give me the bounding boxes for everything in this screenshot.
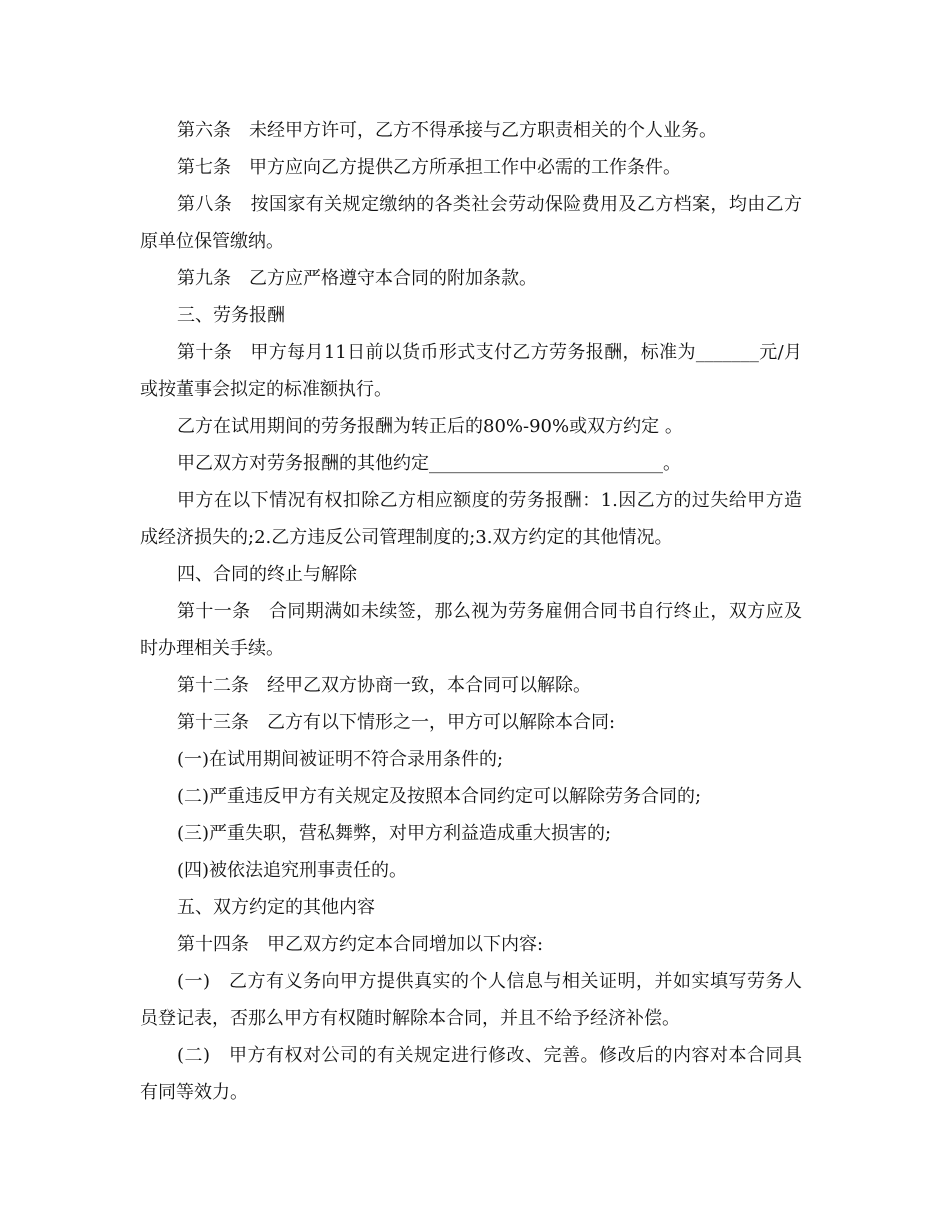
article-9: 第九条 乙方应严格遵守本合同的附加条款。 (177, 268, 537, 289)
article-12: 第十二条 经甲乙双方协商一致，本合同可以解除。 (177, 675, 591, 696)
article-14-item-1: (一) 乙方有义务向甲方提供真实的个人信息与相关证明，并如实填写劳务人员登记表，否那么甲方有权随时解除本合同，并且不给予经济补偿。 (140, 971, 802, 1029)
section-heading-other-content: 五、双方约定的其他内容 (177, 897, 375, 918)
article-14: 第十四条 甲乙双方约定本合同增加以下内容: (177, 934, 544, 955)
other-remuneration-agreement: 甲乙双方对劳务报酬的其他约定__________________________。 (177, 453, 681, 474)
section-heading-termination: 四、合同的终止与解除 (177, 564, 357, 585)
article-13-item-2: (二)严重违反甲方有关规定及按照本合同约定可以解除劳务合同的; (177, 786, 702, 807)
probation-remuneration: 乙方在试用期间的劳务报酬为转正后的80%-90%或双方约定 。 (177, 416, 683, 437)
article-13-item-4: (四)被依法追究刑事责任的。 (177, 860, 408, 881)
article-10: 第十条 甲方每月11日前以货币形式支付乙方劳务报酬，标准为_______元/月或按董事会拟定的标准额执行。 (140, 342, 802, 400)
article-13: 第十三条 乙方有以下情形之一，甲方可以解除本合同: (177, 712, 616, 733)
remuneration-deduction: 甲方在以下情况有权扣除乙方相应额度的劳务报酬：1.因乙方的过失给甲方造成经济损失的;2.乙方违反公司管理制度的;3.双方约定的其他情况。 (140, 490, 802, 548)
article-13-item-3: (三)严重失职，营私舞弊，对甲方利益造成重大损害的; (177, 823, 612, 844)
article-7: 第七条 甲方应向乙方提供乙方所承担工作中必需的工作条件。 (177, 157, 681, 178)
article-14-item-2: (二) 甲方有权对公司的有关规定进行修改、完善。修改后的内容对本合同具有同等效力。 (140, 1045, 802, 1103)
article-13-item-1: (一)在试用期间被证明不符合录用条件的; (177, 749, 504, 770)
article-11: 第十一条 合同期满如未续签，那么视为劳务雇佣合同书自行终止，双方应及时办理相关手续。 (140, 601, 802, 659)
document-body (140, 112, 802, 1111)
section-heading-remuneration: 三、劳务报酬 (177, 305, 285, 326)
article-8: 第八条 按国家有关规定缴纳的各类社会劳动保险费用及乙方档案，均由乙方原单位保管缴纳。 (140, 194, 802, 252)
article-6: 第六条 未经甲方许可，乙方不得承接与乙方职责相关的个人业务。 (177, 120, 717, 141)
